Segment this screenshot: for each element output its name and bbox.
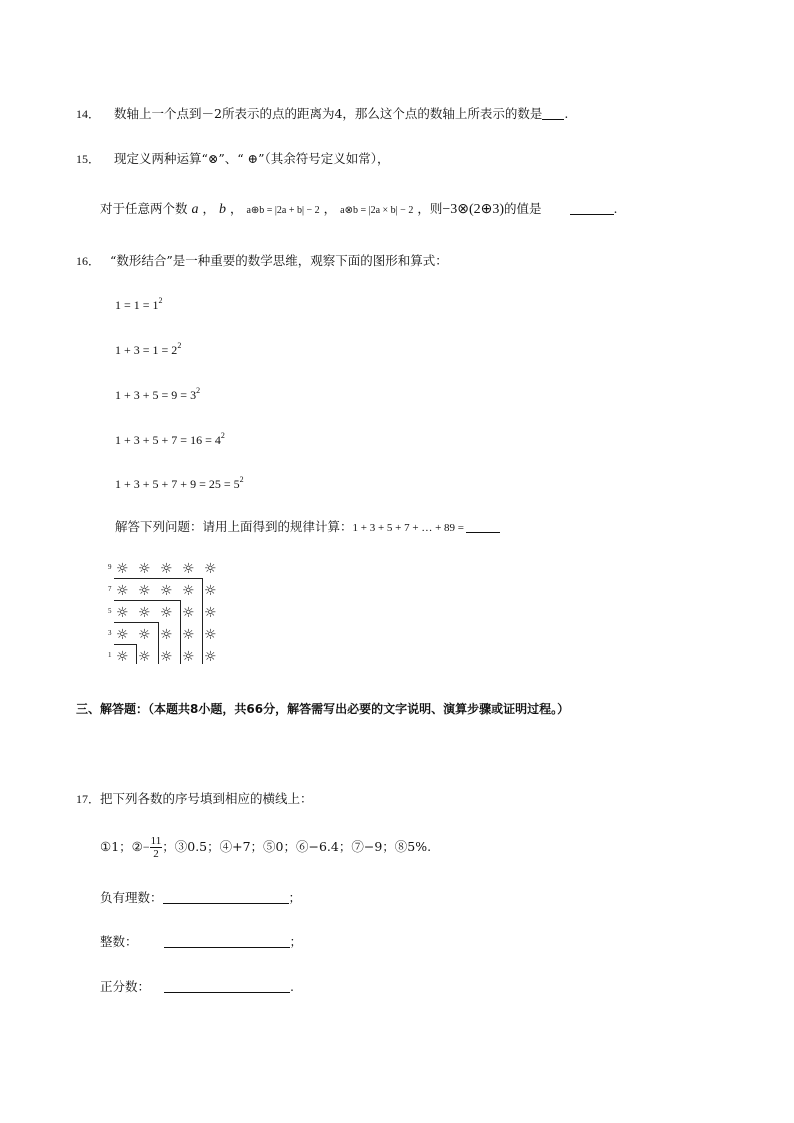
question-number: 16． (76, 254, 101, 268)
row-label-3: 3 (108, 629, 112, 637)
answer-row-integer (100, 932, 302, 950)
question-number: 14． (76, 107, 101, 121)
comma: ， (229, 201, 243, 216)
sun-icon: ☼ (116, 605, 129, 621)
answer-blank[interactable] (164, 935, 290, 948)
sun-icon: ☼ (138, 605, 151, 621)
label-pos-fraction: 正分数： (100, 979, 151, 994)
question-number: 17． (76, 792, 101, 806)
answer-blank[interactable] (570, 202, 614, 215)
sun-grid-figure (106, 558, 226, 668)
label-neg-rational: 负有理数： (100, 890, 163, 905)
ask-text: 解答下列问题：请用上面得到的规律计算： (115, 519, 353, 534)
equation-5: $1 + 3 + 5 + 7 + 9 = 25 = 5^2$ (115, 475, 244, 491)
sun-icon: ☼ (182, 605, 195, 621)
guide-line (136, 644, 137, 664)
definition-otimes: a⊗b = |2a × b| − 2 (340, 205, 414, 216)
ask-expression: 1 + 3 + 5 + 7 + … + 89 = (352, 522, 464, 534)
label-integer: 整数： (100, 934, 138, 949)
question-number: 15． (76, 152, 101, 166)
guide-line (158, 622, 159, 664)
neg-sign: − (142, 840, 150, 854)
sun-icon: ☼ (116, 583, 129, 599)
question-15 (76, 149, 389, 167)
guide-line (114, 600, 180, 601)
section-title: 三、解答题： (76, 702, 149, 716)
row-label-9: 9 (108, 563, 112, 571)
question-15-definition (100, 199, 618, 218)
sun-icon: ☼ (138, 649, 151, 665)
equation-4: $1 + 3 + 5 + 7 = 16 = 4^2$ (115, 431, 225, 447)
sun-icon: ☼ (116, 561, 129, 577)
row-label-7: 7 (108, 585, 112, 593)
equation-2: $1 + 3 = 1 = 2^2$ (115, 341, 182, 357)
fraction-11-over-2: $\frac{11}{2}$ (150, 835, 162, 860)
sun-icon: ☼ (182, 583, 195, 599)
sun-icon: ☼ (160, 649, 173, 665)
sun-icon: ☼ (204, 583, 217, 599)
question-17 (76, 789, 313, 807)
definition-prefix: 对于任意两个数 (100, 201, 188, 216)
guide-line (202, 578, 203, 664)
row-label-5: 5 (108, 607, 112, 615)
guide-line (114, 622, 158, 623)
sun-icon: ☼ (116, 627, 129, 643)
question-end: . (613, 201, 618, 216)
sun-icon: ☼ (182, 627, 195, 643)
answer-blank[interactable] (466, 520, 500, 533)
guide-line (180, 600, 181, 664)
sun-icon: ☼ (204, 627, 217, 643)
answer-blank[interactable] (164, 980, 290, 993)
sun-icon: ☼ (160, 561, 173, 577)
semicolon: ； (289, 934, 303, 949)
tail-text: 的值是 (504, 201, 542, 216)
sun-icon: ☼ (160, 605, 173, 621)
question-16 (76, 251, 448, 269)
items-start: ①1；② (100, 839, 143, 854)
equation-1: $1 = 1 = 1^2$ (115, 296, 163, 312)
sun-icon: ☼ (204, 561, 217, 577)
definition-oplus: a⊕b = |2a + b| − 2 (246, 205, 320, 216)
sun-icon: ☼ (116, 649, 129, 665)
question-text: 把下列各数的序号填到相应的横线上： (100, 791, 313, 806)
sun-icon: ☼ (138, 561, 151, 577)
answer-row-neg-rational (100, 888, 301, 906)
var-a: a (191, 202, 199, 217)
row-label-1: 1 (108, 651, 112, 659)
guide-line (114, 644, 136, 645)
comma: ， (323, 201, 337, 216)
sun-icon: ☼ (160, 627, 173, 643)
question-17-items (100, 830, 431, 864)
items-rest: ；③0.5；④+7；⑤0；⑥−6.4；⑦−9；⑧5%. (162, 839, 432, 854)
sun-icon: ☼ (182, 561, 195, 577)
section-3-heading (76, 700, 569, 717)
guide-line (114, 578, 202, 579)
semicolon: ； (288, 890, 302, 905)
question-end: . (564, 106, 569, 121)
var-b: b (218, 202, 226, 217)
comma: ， (202, 201, 215, 216)
sun-icon: ☼ (138, 583, 151, 599)
question-14 (76, 104, 568, 122)
question-text: 现定义两种运算“⊗”、“ ⊕”（其余符号定义如常）， (114, 151, 390, 166)
answer-row-pos-fraction (100, 977, 294, 995)
sun-icon: ☼ (138, 627, 151, 643)
expression: −3⊗(2⊕3) (442, 202, 505, 217)
then-text: ，则 (417, 201, 443, 216)
sun-icon: ☼ (204, 605, 217, 621)
section-desc: （本题共8小题，共66分，解答需写出必要的文字说明、演算步骤或证明过程。） (148, 702, 570, 716)
sun-icon: ☼ (182, 649, 195, 665)
equation-3: $1 + 3 + 5 = 9 = 3^2$ (115, 386, 201, 402)
question-text: “数形结合”是一种重要的数学思维，观察下面的图形和算式： (110, 253, 448, 268)
question-text: 数轴上一个点到－2所表示的点的距离为4，那么这个点的数轴上所表示的数是 (114, 106, 543, 121)
answer-blank[interactable] (163, 891, 289, 904)
sun-icon: ☼ (204, 649, 217, 665)
question-16-ask (115, 517, 500, 535)
sun-icon: ☼ (160, 583, 173, 599)
answer-blank[interactable] (542, 107, 564, 120)
period: . (290, 979, 294, 994)
